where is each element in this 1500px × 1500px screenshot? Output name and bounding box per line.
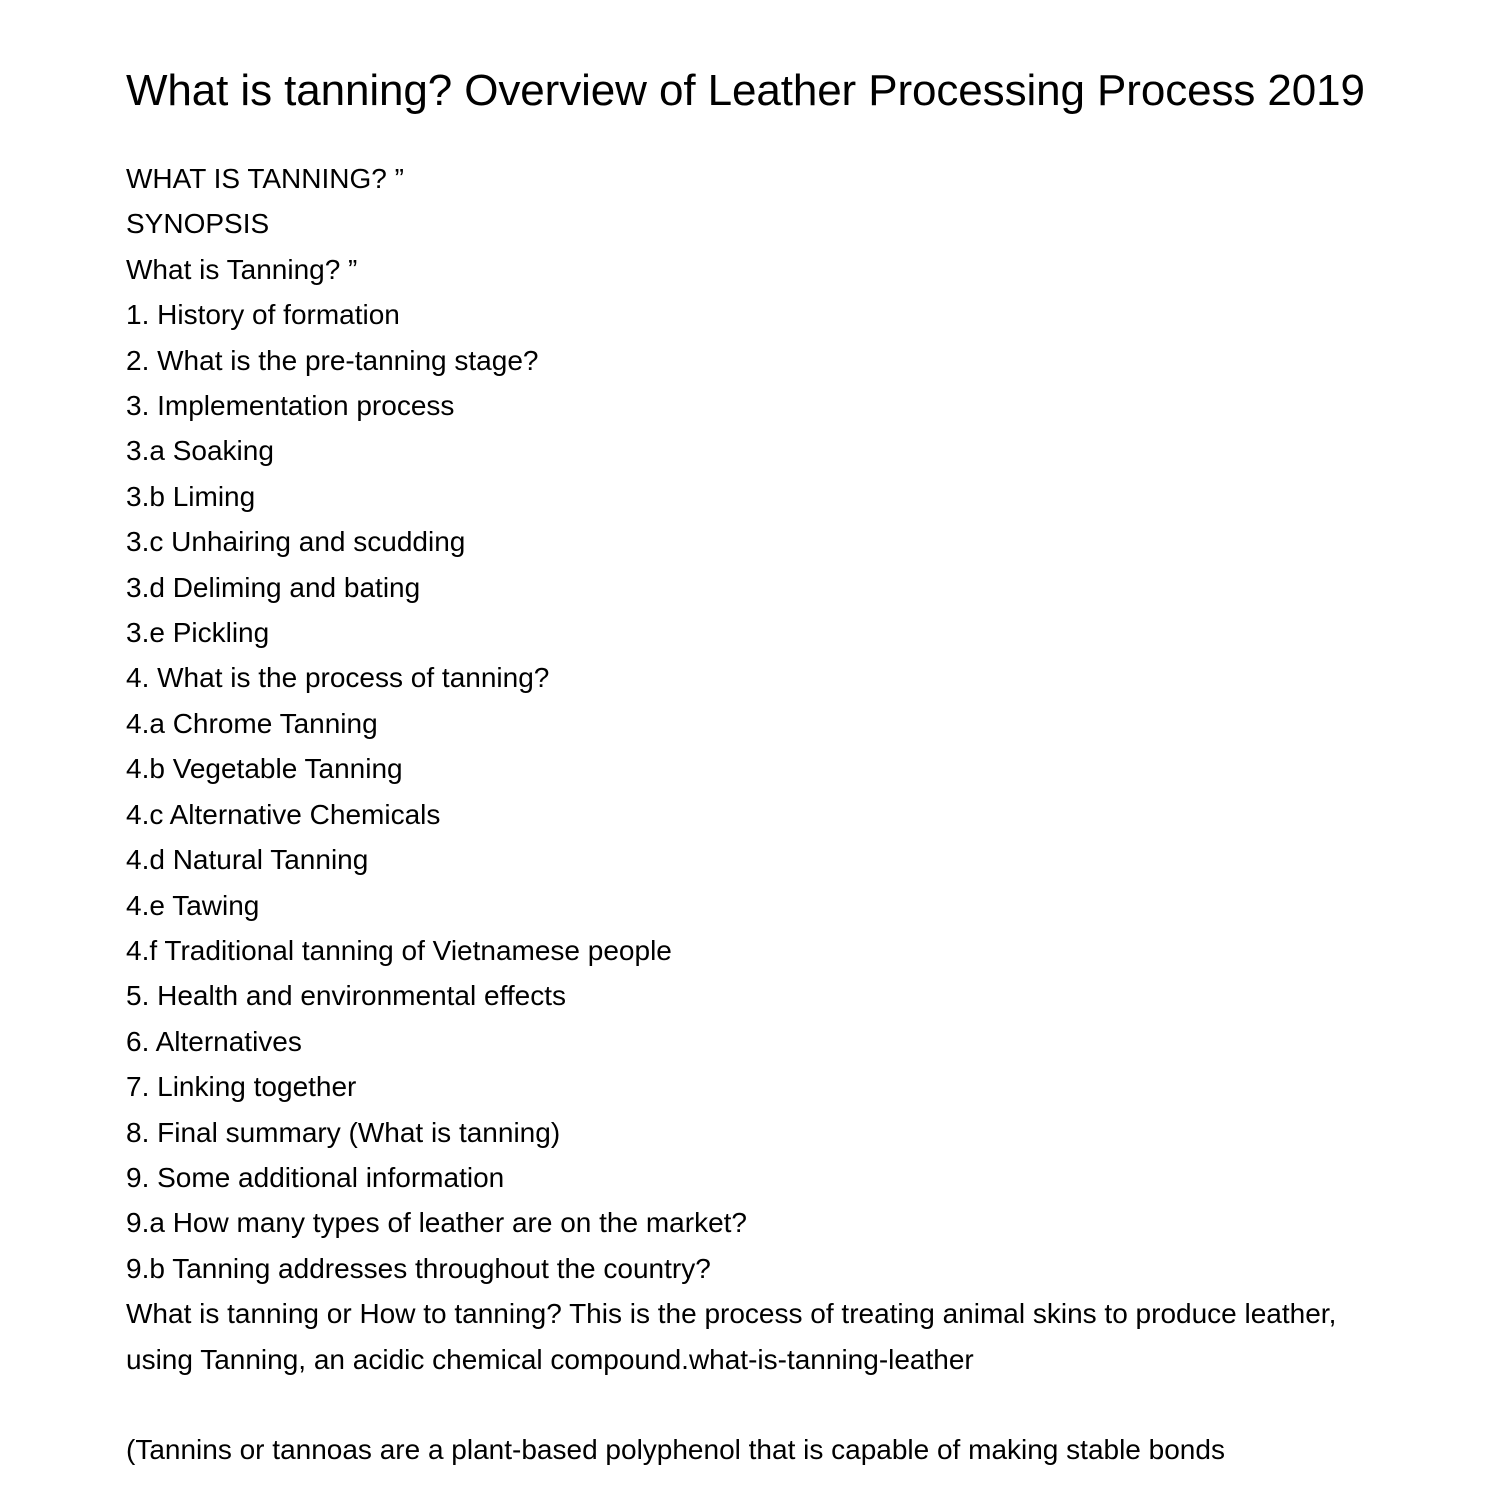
toc-item: 3.a Soaking bbox=[126, 435, 274, 467]
toc-item: 4.f Traditional tanning of Vietnamese people bbox=[126, 934, 672, 966]
paragraph-spacer bbox=[126, 1382, 1376, 1427]
toc-item: 2. What is the pre-tanning stage? bbox=[126, 344, 539, 376]
toc-item: 4.e Tawing bbox=[126, 889, 260, 921]
intro-subheading: What is Tanning? ” bbox=[126, 253, 358, 285]
synopsis-heading: SYNOPSIS bbox=[126, 208, 270, 240]
document-title: What is tanning? Overview of Leather Processing Process 2019 bbox=[126, 66, 1365, 115]
document-body bbox=[126, 156, 1376, 1472]
toc-item: 3.c Unhairing and scudding bbox=[126, 526, 466, 558]
toc-item: 9. Some additional information bbox=[126, 1161, 505, 1193]
toc-item: 4.a Chrome Tanning bbox=[126, 707, 378, 739]
body-paragraph-clipped: (Tannins or tannoas are a plant-based polyphenol that is capable of making stable bonds bbox=[126, 1433, 1225, 1465]
intro-heading: WHAT IS TANNING? ” bbox=[126, 163, 404, 194]
toc-item: 9.b Tanning addresses throughout the country? bbox=[126, 1252, 711, 1284]
toc-item: 4. What is the process of tanning? bbox=[126, 662, 550, 694]
toc-item: 3.d Deliming and bating bbox=[126, 571, 421, 603]
toc-item: 5. Health and environmental effects bbox=[126, 980, 566, 1012]
toc-item: 3.b Liming bbox=[126, 480, 256, 512]
toc-item: 4.c Alternative Chemicals bbox=[126, 798, 441, 830]
toc-item: 4.d Natural Tanning bbox=[126, 844, 369, 876]
toc-item: 7. Linking together bbox=[126, 1071, 357, 1103]
toc-item: 4.b Vegetable Tanning bbox=[126, 753, 403, 785]
body-paragraph: What is tanning or How to tanning? This is the process of treating animal skins to produce leather, using Tanning, an acidic chemical compound.what-is-tanning-leather bbox=[126, 1298, 1337, 1375]
toc-item: 3.e Pickling bbox=[126, 617, 270, 649]
toc-item: 3. Implementation process bbox=[126, 390, 455, 422]
document-page bbox=[126, 0, 1376, 1472]
toc-item: 6. Alternatives bbox=[126, 1025, 302, 1057]
toc-item: 1. History of formation bbox=[126, 299, 400, 331]
table-of-contents bbox=[126, 292, 1376, 1291]
toc-item: 8. Final summary (What is tanning) bbox=[126, 1116, 561, 1148]
toc-item: 9.a How many types of leather are on the market? bbox=[126, 1207, 747, 1239]
